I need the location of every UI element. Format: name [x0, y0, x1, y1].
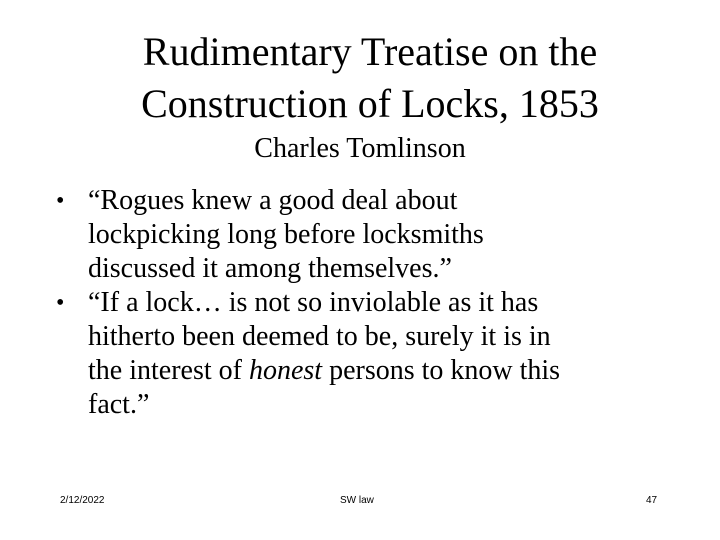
author-subtitle: Charles Tomlinson: [254, 133, 466, 164]
quote-line: “Rogues knew a good deal about: [88, 185, 458, 216]
footer-text: SW law: [340, 495, 374, 506]
quote-line: fact.”: [88, 389, 150, 420]
bullet-icon: •: [56, 290, 65, 316]
quote-line: hitherto been deemed to be, surely it is in: [88, 321, 551, 352]
footer-date: 2/12/2022: [60, 495, 105, 506]
page-number: 47: [646, 495, 658, 506]
quote-list: [56, 184, 666, 422]
slide-title: [60, 26, 680, 130]
quote-line: [88, 354, 666, 388]
quote-item: [56, 286, 666, 422]
bullet-icon: •: [56, 188, 65, 214]
quote-item: [56, 184, 666, 286]
quote-text: the interest of: [88, 355, 249, 386]
title-line: Construction of Locks, 1853: [141, 81, 599, 126]
quote-line: “If a lock… is not so inviolable as it has: [88, 287, 539, 318]
emphasized-word: honest: [248, 355, 323, 386]
quote-line: discussed it among themselves.”: [88, 253, 452, 284]
quote-text: persons to know this: [322, 355, 561, 386]
title-line: Rudimentary Treatise on the: [142, 29, 598, 74]
quote-line: lockpicking long before locksmiths: [88, 219, 484, 250]
